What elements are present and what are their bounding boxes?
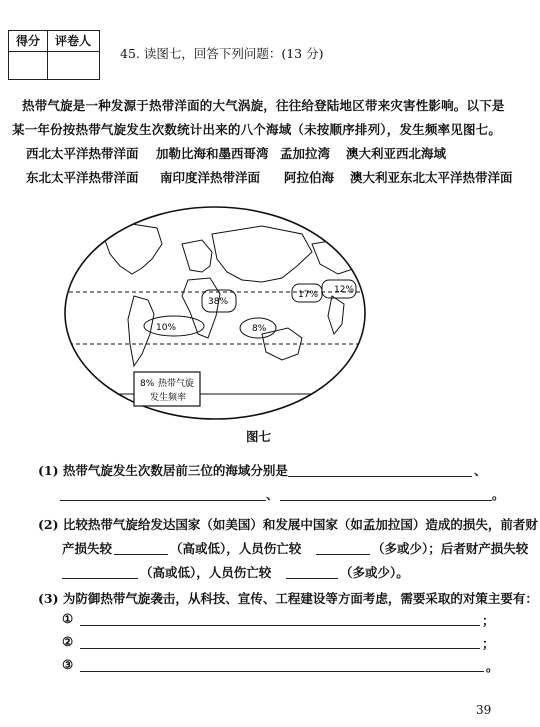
world-map — [62, 204, 368, 422]
q3-item-3-end: 。 — [486, 659, 499, 674]
region-arabian-sea: 阿拉伯海 — [284, 170, 335, 185]
q1-sep-1: 、 — [474, 463, 487, 478]
q3-blank-2[interactable] — [80, 648, 480, 649]
q1-blank-1[interactable] — [288, 476, 472, 477]
region-ne-pacific: 东北太平洋热带洋面 — [26, 170, 139, 185]
q1-sep-2: 、 — [266, 487, 279, 502]
region-nw-australia: 澳大利亚西北海域 — [346, 146, 447, 161]
region-caribbean: 加勒比海和墨西哥湾 — [156, 146, 269, 161]
q3-item-3-marker: ③ — [62, 657, 74, 672]
q3-blank-3[interactable] — [80, 671, 484, 672]
legend-line-1: 热带气旋 — [158, 379, 195, 389]
score-box — [8, 30, 100, 80]
q2-line-2b: （高或低），人员伤亡较 — [170, 541, 302, 556]
q3-item-1-end: ； — [482, 613, 495, 628]
q2-line-2a: 产损失较 — [62, 541, 113, 556]
q2-line-3b: （多或少）。 — [340, 565, 409, 580]
label-12: 12% — [334, 285, 355, 295]
question-title: 45. 读图七，回答下列问题：(13 分) — [120, 46, 324, 61]
label-8: 8% — [252, 324, 267, 334]
q2-line-2c: （多或少）；后者财产损失较 — [372, 541, 529, 556]
legend-line-2: 发生频率 — [150, 393, 187, 403]
q2-line-3a: （高或低），人员伤亡较 — [140, 565, 272, 580]
region-s-indian: 南印度洋热带洋面 — [160, 170, 261, 185]
intro-line-1: 热带气旋是一种发源于热带洋面的大气涡旋，往往给登陆地区带来灾害性影响。以下是 — [22, 98, 505, 113]
score-box-divider — [47, 51, 48, 79]
grader-label: 评卷人 — [47, 31, 99, 52]
q3-blank-1[interactable] — [80, 625, 480, 626]
map-frame — [65, 207, 365, 419]
q1-text: (1) 热带气旋发生次数居前三位的海域分别是 — [38, 463, 288, 478]
q3-item-2-marker: ② — [62, 634, 74, 649]
page-number: 39 — [476, 703, 492, 717]
q3-item-2-end: ； — [482, 636, 495, 651]
region-bay-of-bengal: 孟加拉湾 — [280, 146, 331, 161]
intro-line-2: 某一年份按热带气旋发生次数统计出来的八个海域（未按顺序排列），发生频率见图七。 — [12, 122, 502, 137]
q1-end: 。 — [492, 487, 505, 502]
q3-text: (3) 为防御热带气旋袭击，从科技、宣传、工程建设等方面考虑，需要采取的对策主要有： — [38, 591, 538, 606]
q3-item-1-marker: ① — [62, 611, 74, 626]
label-38: 38% — [208, 297, 229, 307]
q2-blank-2[interactable] — [316, 554, 370, 555]
q2-blank-1[interactable] — [114, 554, 168, 555]
figure-caption: 图七 — [246, 429, 272, 444]
q2-line-1: (2) 比较热带气旋给发达国家（如美国）和发展中国家（如孟加拉国）造成的损失，前者财 — [38, 517, 538, 532]
region-ne-australia-pacific: 澳大利亚东北太平洋热带洋面 — [350, 170, 513, 185]
q2-blank-3[interactable] — [62, 578, 138, 579]
q1-blank-2[interactable] — [60, 500, 266, 501]
label-10: 10% — [156, 323, 177, 333]
region-nw-pacific: 西北太平洋热带洋面 — [26, 146, 139, 161]
legend-value: 8% — [140, 379, 155, 389]
q2-blank-4[interactable] — [286, 578, 338, 579]
score-label: 得分 — [9, 31, 48, 52]
q1-blank-3[interactable] — [280, 500, 492, 501]
label-17: 17% — [298, 290, 319, 300]
